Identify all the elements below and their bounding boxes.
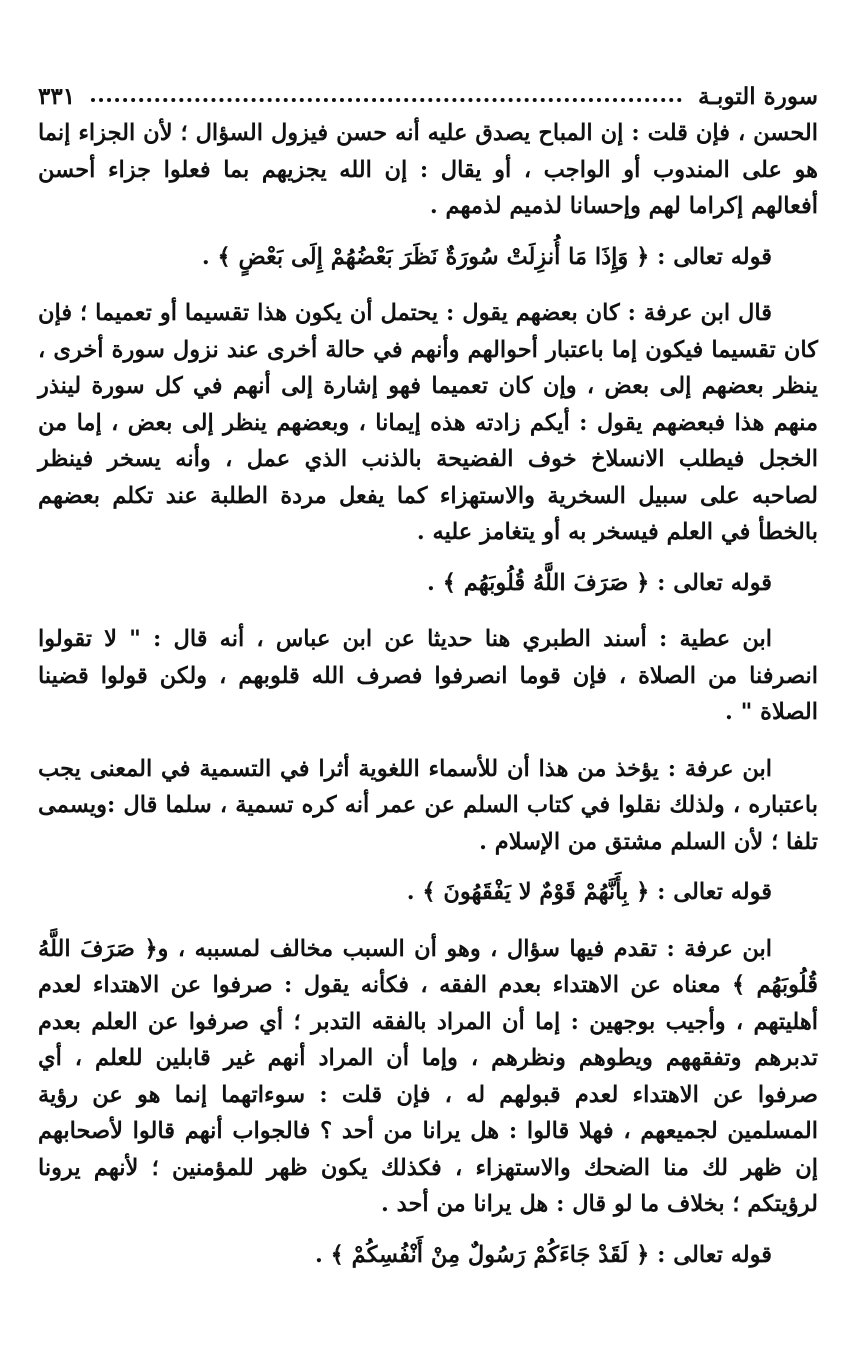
paragraph: ابن عرفة : تقدم فيها سؤال ، وهو أن السبب مخالف لمسببه ، و﴿ صَرَفَ اللَّهُ قُلُوبَهُم ﴾ معناه عن الاهتداء بعدم الفقه ، فكأنه يقول : صرفوا عن الاهتداء لعدم أهليتهم ، وأجيب بوجهين : إما أن المراد بالفقه التدبر ؛ أي صرفوا عن العلم بعدم تدبرهم وتفقههم ويطوهم ونظرهم ، وإما أن المراد أنهم غير قابلين للعلم ، أي صرفوا عن الاهتداء لعدم قبولهم له ، فإن قلت : سوءاتهما إنما هو عن رؤية المسلمين لجميعهم ، فهلا قالوا : هل يرانا من أحد ؟ فالجواب أنهم قالوا لأصحابهم إن ظهر لك منا الضحك والاستهزاء ، فكذلك يكون ظهر للمؤمنين ؛ لأنهم يرونا لرؤيتكم ؛ بخلاف ما لو قال : هل يرانا من أحد . xyxy=(38,935,818,1217)
paragraph: ابن عرفة : يؤخذ من هذا أن للأسماء اللغوية أثرا في التسمية في المعنى يجب باعتباره ، ولذلك نقلوا في كتاب السلم عن عمر أنه كره تسمية ، سلما قال :ويسمى تلفا ؛ لأن السلم مشتق من الإسلام . xyxy=(38,755,818,855)
book-page xyxy=(38,78,818,1273)
verse-quote: قوله تعالى : ﴿ لَقَدْ جَاءَكُمْ رَسُولٌ مِنْ أَنْفُسِكُمْ ﴾ . xyxy=(314,1241,772,1268)
verse-quote: قوله تعالى : ﴿ صَرَفَ اللَّهُ قُلُوبَهُم ﴾ . xyxy=(427,569,772,596)
surah-title: سورة التوبـة xyxy=(697,82,818,110)
paragraph: ابن عطية : أسند الطبري هنا حديثا عن ابن عباس ، أنه قال : " لا تقولوا انصرفنا من الصلاة ، فإن قوما انصرفوا فصرف الله قلوبهم ، ولكن قولوا قضينا الصلاة " . xyxy=(38,626,818,725)
paragraph-continuation: الحسن ، فإن قلت : إن المباح يصدق عليه أنه حسن فيزول السؤال ؛ لأن الجزاء إنما هو على المندوب أو الواجب ، أو يقال : إن الله يجزيهم بما فعلوا جزاء أحسن أفعالهم إكراما لهم وإحسانا لذميم لذمهم . xyxy=(38,120,818,219)
page-header xyxy=(38,78,818,115)
page-number: ٣٣١ xyxy=(38,82,76,110)
verse-quote: قوله تعالى : ﴿ بِأَنَّهُمْ قَوْمٌ لا يَفْقَهُونَ ﴾ . xyxy=(406,879,772,905)
paragraph: قال ابن عرفة : كان بعضهم يقول : يحتمل أن يكون هذا تقسيما أو تعميما ؛ فإن كان تقسيما فيكون إما باعتبار أحوالهم وأنهم في حالة أخرى عند نزول سورة أخرى ، ينظر بعضهم إلى بعض ، وإن كان تعميما فهو إشارة إلى أنهم في كل سورة لينذر منهم هذا فبعضهم يقول : أيكم زادته هذه إيمانا ، وبعضهم ينظر إلى بعض ، إما من الخجل فيطلب الانسلاخ خوف الفضيحة بالذنب الذي عمل ، وأنه يسخر فينظر لصاحبه على سبيل السخرية والاستهزاء كما يفعل مردة الطلبة عند تكلم بعضهم بالخطأ في العلم فيسخر به أو يتغامز عليه . xyxy=(38,300,818,545)
header-dotted-leader xyxy=(91,98,682,102)
verse-quote: قوله تعالى : ﴿ وَإِذَا مَا أُنزِلَتْ سُورَةٌ نَظَرَ بَعْضُهُمْ إِلَى بَعْضٍ ﴾ . xyxy=(201,243,772,270)
